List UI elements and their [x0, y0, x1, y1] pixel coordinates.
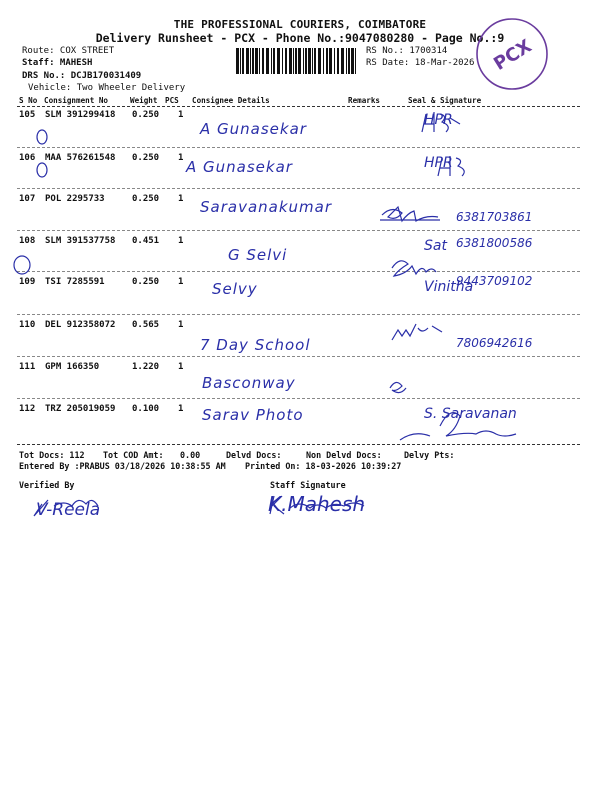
row-sno: 106	[19, 153, 36, 163]
total-docs: Tot Docs: 112	[19, 450, 85, 460]
row-consignment-no: SLM 391537758	[45, 236, 116, 246]
row-seal-signature: HPR	[424, 112, 453, 128]
row-consignee: G Selvi	[228, 246, 288, 264]
row-seal-signature: HPR	[424, 155, 453, 171]
row-consignee: A Gunasekar	[186, 158, 293, 176]
verified-by-label: Verified By	[19, 480, 75, 490]
footer-divider	[17, 444, 580, 445]
row-sno: 105	[19, 110, 36, 120]
row-phone: 7806942616	[456, 336, 533, 350]
row-sno: 110	[19, 320, 36, 330]
col-consignment: Consignment No	[44, 96, 109, 105]
entered-by: Entered By :PRABUS 03/18/2026 10:38:55 AM	[19, 461, 226, 471]
row-consignment-no: SLM 391299418	[45, 110, 116, 120]
verified-by-signature: V-Reela	[36, 500, 101, 520]
row-consignee: Saravanakumar	[200, 198, 333, 216]
tick-mark-105	[37, 130, 47, 144]
drs-label: DRS No.: DCJB170031409	[22, 71, 142, 81]
col-seal: Seal & Signature	[408, 96, 482, 105]
staff-label: Staff: MAHESH	[22, 58, 93, 68]
tick-mark-106	[37, 163, 47, 177]
seal-signature-111	[390, 382, 406, 392]
row-pcs: 1	[178, 404, 184, 414]
row-phone: 6381703861	[456, 210, 533, 224]
printed-on: Printed On: 18-03-2026 10:39:27	[245, 461, 402, 471]
row-consignee: Selvy	[212, 280, 258, 298]
row-phone: 6381800586	[456, 236, 533, 250]
row-phone: 9443709102	[456, 274, 533, 288]
seal-signature-108	[392, 261, 436, 276]
company-title: THE PROFESSIONAL COURIERS, COIMBATORE	[173, 18, 427, 31]
row-sno: 108	[19, 236, 36, 246]
staff-signature: K.Mahesh	[268, 492, 366, 516]
row-seal-signature: S. Saravanan	[424, 406, 517, 422]
row-sno: 109	[19, 277, 36, 287]
row-weight: 0.100	[132, 404, 160, 414]
row-weight: 1.220	[132, 362, 160, 372]
row-weight: 0.565	[132, 320, 160, 330]
row-pcs: 1	[178, 194, 184, 204]
seal-signature-110	[392, 324, 442, 340]
row-consignment-no: MAA 576261548	[45, 153, 116, 163]
col-consignee: Consignee Details	[192, 96, 270, 105]
row-seal-signature: Vinitha	[424, 279, 474, 295]
row-consignment-no: POL 2295733	[45, 194, 105, 204]
row-pcs: 1	[178, 236, 184, 246]
rs-date: RS Date: 18-Mar-2026	[366, 58, 475, 68]
row-consignee: 7 Day School	[200, 336, 311, 354]
row-pcs: 1	[178, 153, 184, 163]
row-sno: 111	[19, 362, 36, 372]
row-consignment-no: GPM 166350	[45, 362, 100, 372]
col-weight: Weight	[130, 96, 158, 105]
row-consignee: Basconway	[202, 374, 296, 392]
row-pcs: 1	[178, 362, 184, 372]
row-pcs: 1	[178, 110, 184, 120]
row-consignment-no: DEL 912358072	[45, 320, 116, 330]
route-label: Route: COX STREET	[22, 46, 115, 56]
total-cod-label: Tot COD Amt:	[103, 450, 164, 460]
row-consignee: Sarav Photo	[202, 406, 304, 424]
row-weight: 0.250	[132, 110, 160, 120]
row-pcs: 1	[178, 277, 184, 287]
staff-signature-label: Staff Signature	[270, 480, 346, 490]
total-cod-value: 0.00	[180, 450, 201, 460]
vehicle-label: Vehicle: Two Wheeler Delivery	[28, 83, 186, 93]
row-weight: 0.250	[132, 277, 160, 287]
row-sno: 107	[19, 194, 36, 204]
col-remarks: Remarks	[348, 96, 381, 105]
row-weight: 0.451	[132, 236, 160, 246]
seal-signature-112	[400, 413, 516, 440]
tick-mark-108	[14, 256, 30, 274]
seal-signature-106	[438, 156, 464, 176]
row-consignment-no: TRZ 205019059	[45, 404, 116, 414]
row-consignee: A Gunasekar	[200, 120, 307, 138]
row-seal-signature: Sat	[424, 238, 447, 254]
seal-signature-105	[422, 112, 460, 132]
non-delivered-docs: Non Delvd Docs:	[306, 450, 382, 460]
row-pcs: 1	[178, 320, 184, 330]
rs-number: RS No.: 1700314	[366, 46, 448, 56]
stamp-text: PCX	[490, 35, 536, 75]
delivered-docs: Delvd Docs:	[226, 450, 282, 460]
runsheet-subtitle: Delivery Runsheet - PCX - Phone No.:9047080280 - Page No.:9	[95, 31, 505, 45]
seal-signature-107	[380, 207, 440, 221]
col-pcs: PCS	[165, 96, 179, 105]
col-sno: S No	[19, 96, 38, 105]
delivery-points: Delvy Pts:	[404, 450, 455, 460]
row-sno: 112	[19, 404, 36, 414]
row-weight: 0.250	[132, 153, 160, 163]
row-weight: 0.250	[132, 194, 160, 204]
row-consignment-no: TSI 7285591	[45, 277, 105, 287]
